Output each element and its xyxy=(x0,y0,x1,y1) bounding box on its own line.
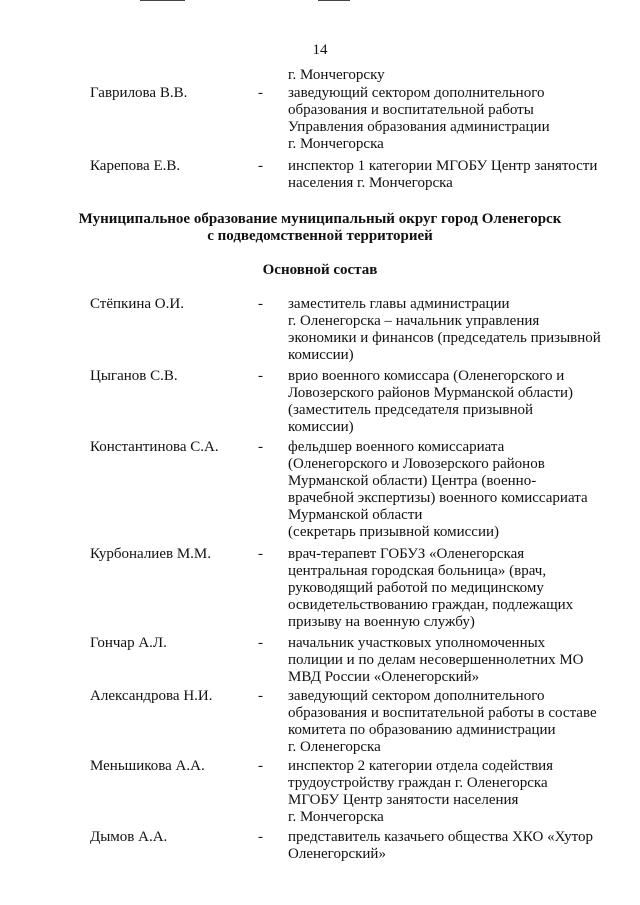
member-name: Курбоналиев М.М. xyxy=(90,546,212,562)
dash: - xyxy=(258,688,263,704)
top-rule-right xyxy=(318,0,350,1)
dash: - xyxy=(258,829,263,845)
member-name: Дымов А.А. xyxy=(90,829,168,845)
member-position: инспектор 2 категории отдела содействия трудоустройству граждан г. Оленегорска МГОБУ Центр занятости населения г. Мончегорска xyxy=(288,758,554,825)
section-subtitle: Основной состав xyxy=(262,262,378,278)
dash: - xyxy=(258,635,263,651)
member-position: представитель казачьего общества ХКО «Хутор Оленегорский» xyxy=(288,829,593,862)
member-name: Гаврилова В.В. xyxy=(90,85,188,101)
dash: - xyxy=(258,758,263,774)
member-position: врач-терапевт ГОБУЗ «Оленегорская центральная городская больница» (врач, руководящий работой по медицинскому освидетельствованию граждан, подлежащих призыву на военную службу) xyxy=(288,546,574,630)
dash: - xyxy=(258,546,263,562)
member-name: Карепова Е.В. xyxy=(90,158,181,174)
member-position: заместитель главы администрации г. Оленегорска – начальник управления экономики и финансов (председатель призывной комиссии) xyxy=(288,296,601,363)
dash: - xyxy=(258,439,263,455)
member-name: Константинова С.А. xyxy=(90,439,219,455)
member-position: врио военного комиссара (Оленегорского и Ловозерского районов Мурманской области) (заместитель председателя призывной комиссии) xyxy=(288,368,574,435)
member-name: Цыганов С.В. xyxy=(90,368,178,384)
member-position: заведующий сектором дополнительного образования и воспитательной работы в составе комитета по образованию администрации г. Оленегорска xyxy=(288,688,597,755)
top-rule-left xyxy=(140,0,185,1)
member-position: инспектор 1 категории МГОБУ Центр занятости населения г. Мончегорска xyxy=(288,158,598,191)
member-name: Меньшикова А.А. xyxy=(90,758,205,774)
section-title: Муниципальное образование муниципальный округ город Оленегорск с подведомственной территорией xyxy=(78,211,562,244)
member-name: Стёпкина О.И. xyxy=(90,296,184,312)
continuation-text: г. Мончегорску xyxy=(288,67,385,83)
member-position: заведующий сектором дополнительного образования и воспитательной работы Управления образования администрации г. Мончегорска xyxy=(288,85,550,152)
dash: - xyxy=(258,85,263,101)
dash: - xyxy=(258,296,263,312)
member-name: Гончар А.Л. xyxy=(90,635,167,651)
member-position: фельдшер военного комиссариата (Оленегорского и Ловозерского районов Мурманской области) Центра (военно- врачебной экспертизы) военного комиссариата Мурманской области (секретарь призывной комиссии) xyxy=(288,439,588,540)
member-position: начальник участковых уполномоченных полиции и по делам несовершеннолетних МО МВД России «Оленегорский» xyxy=(288,635,584,685)
member-name: Александрова Н.И. xyxy=(90,688,213,704)
page-number: 14 xyxy=(312,42,328,58)
dash: - xyxy=(258,368,263,384)
dash: - xyxy=(258,158,263,174)
